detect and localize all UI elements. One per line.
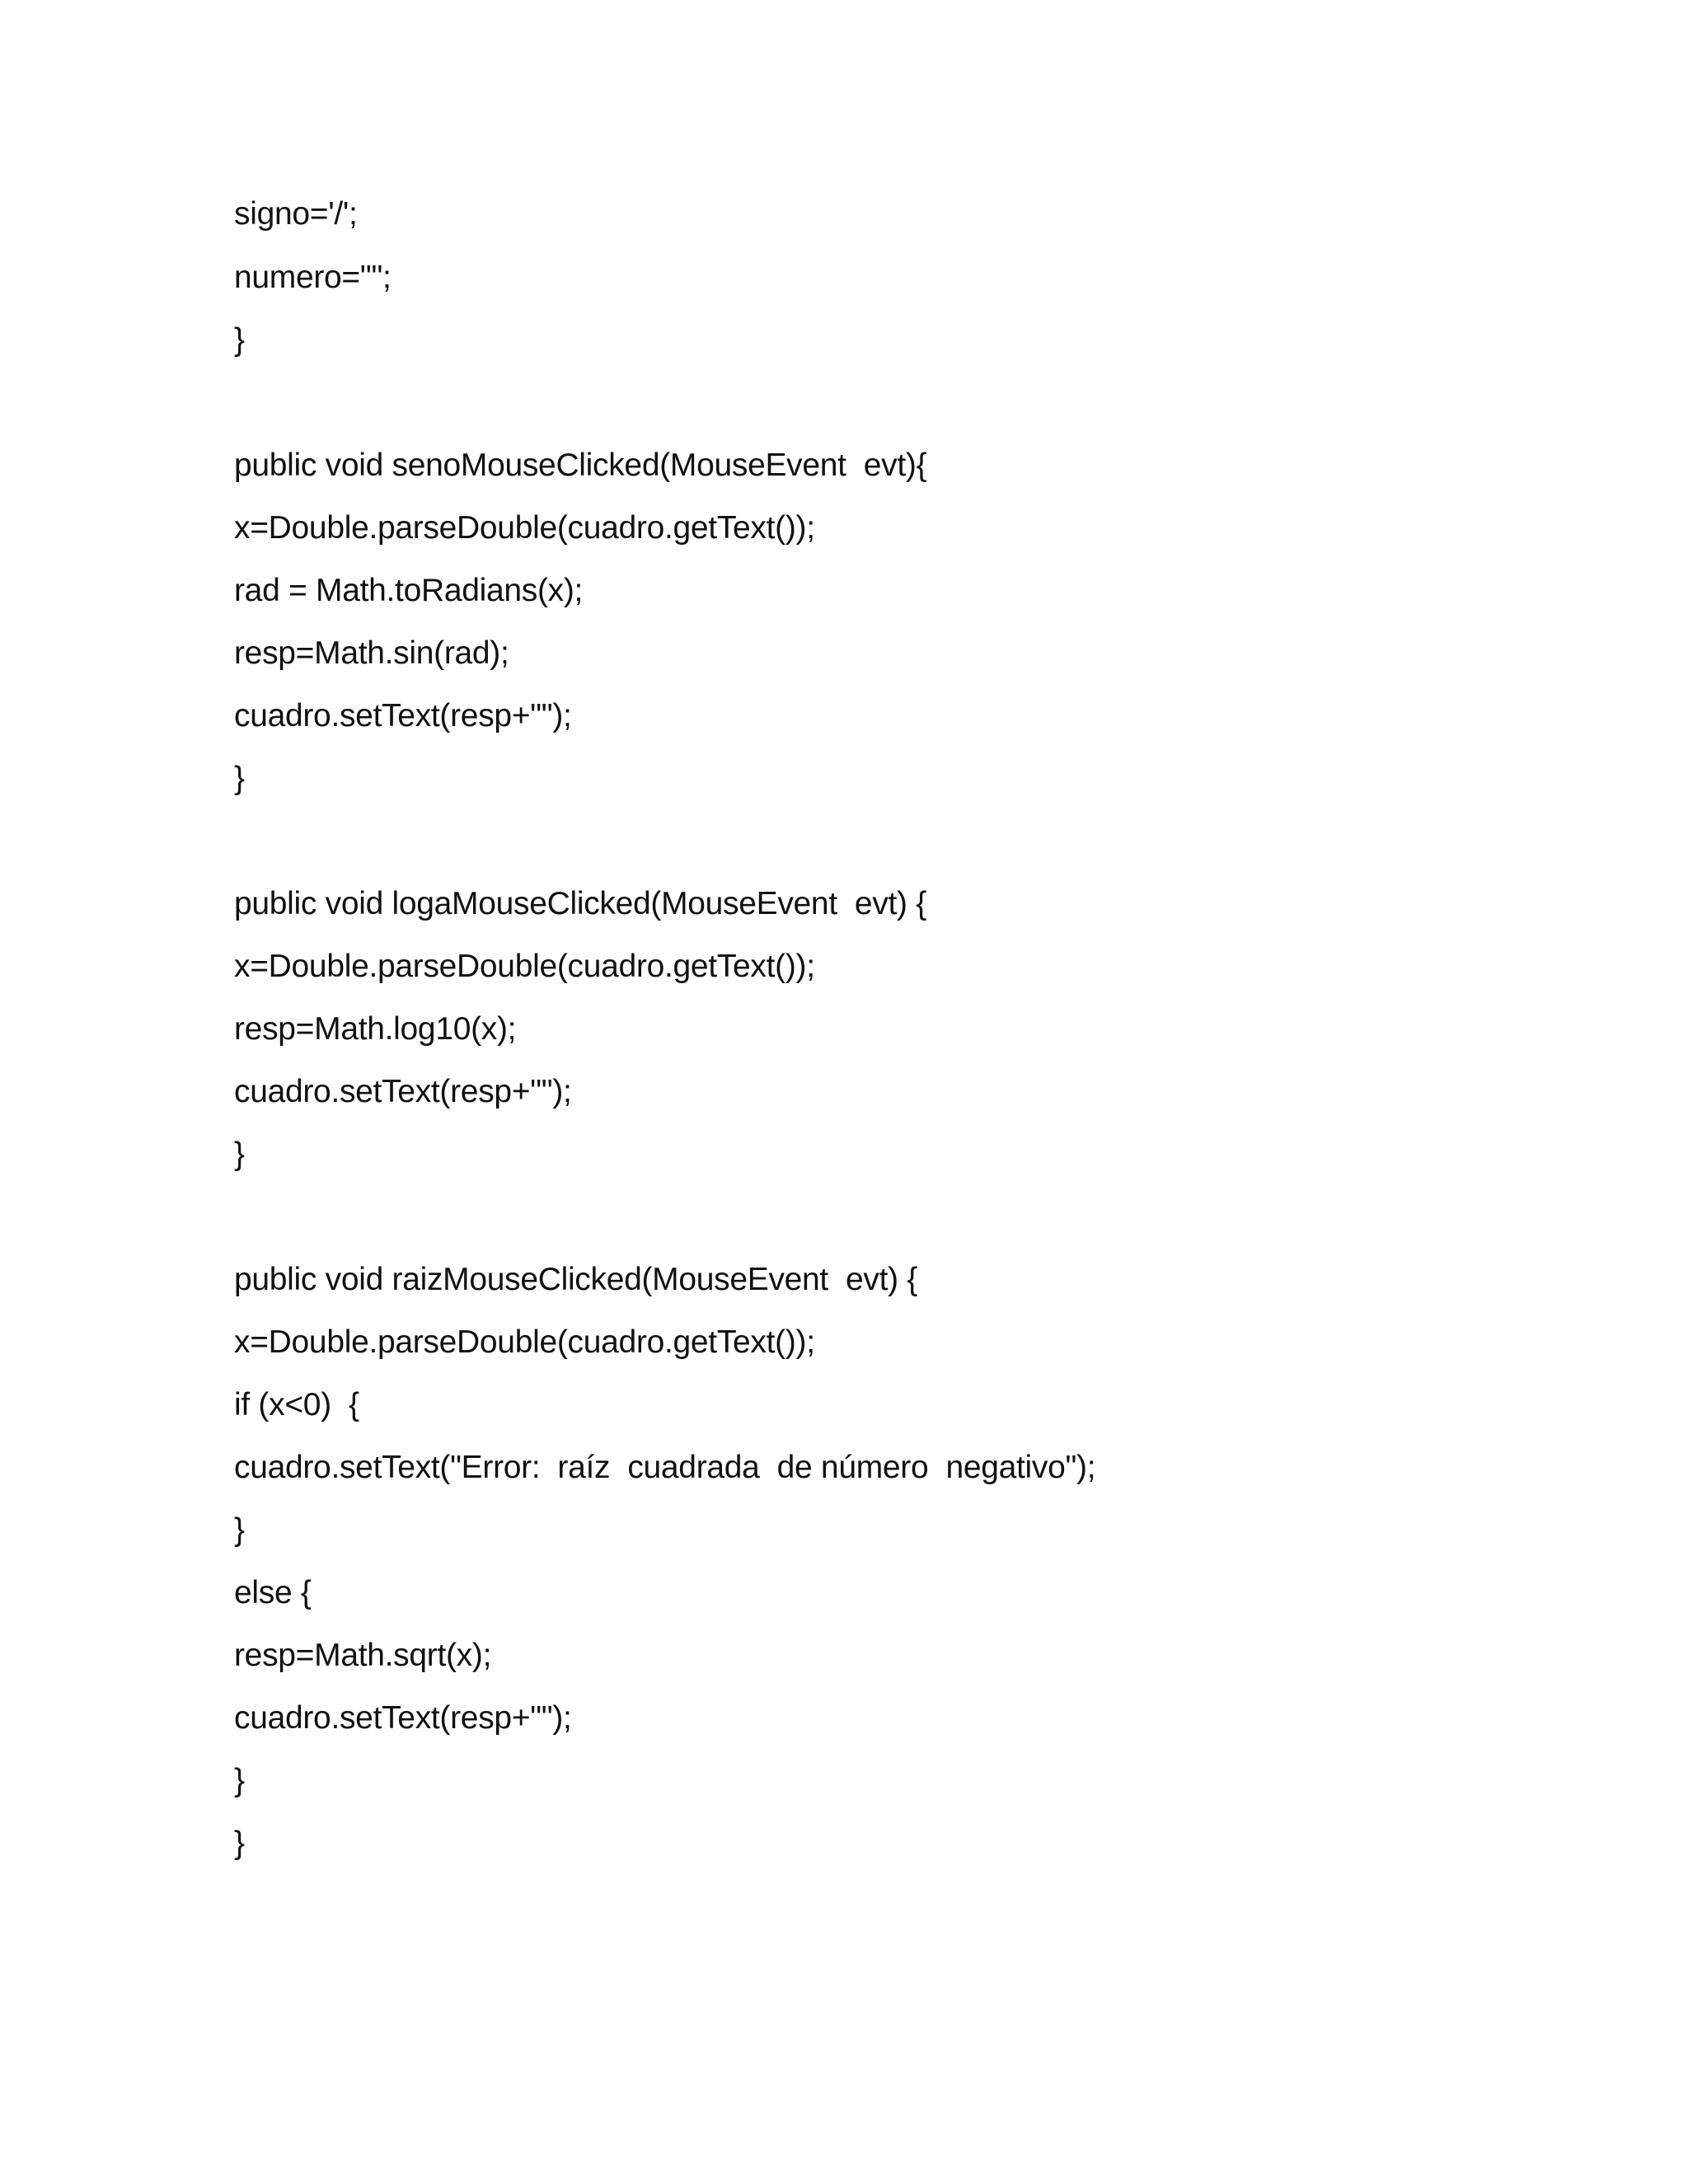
code-line: resp=Math.sin(rad); bbox=[234, 635, 509, 671]
code-line: } bbox=[234, 1763, 245, 1798]
code-line: public void senoMouseClicked(MouseEvent evt){ bbox=[234, 448, 927, 483]
code-line: resp=Math.sqrt(x); bbox=[234, 1638, 492, 1673]
code-line: resp=Math.log10(x); bbox=[234, 1011, 517, 1047]
code-line: } bbox=[234, 1512, 245, 1548]
code-line: if (x<0) { bbox=[234, 1387, 359, 1422]
code-line: public void logaMouseClicked(MouseEvent evt) { bbox=[234, 886, 926, 921]
code-line: } bbox=[234, 761, 245, 796]
code-line: cuadro.setText("Error: raíz cuadrada de número negativo"); bbox=[234, 1450, 1096, 1485]
code-line: cuadro.setText(resp+""); bbox=[234, 698, 572, 733]
code-line: rad = Math.toRadians(x); bbox=[234, 573, 584, 608]
code-line: } bbox=[234, 1137, 245, 1172]
code-line: numero=""; bbox=[234, 260, 392, 295]
code-line: else { bbox=[234, 1575, 312, 1610]
code-line: x=Double.parseDouble(cuadro.getText()); bbox=[234, 510, 815, 546]
code-line: x=Double.parseDouble(cuadro.getText()); bbox=[234, 949, 815, 984]
code-line: } bbox=[234, 322, 245, 358]
code-line: public void raizMouseClicked(MouseEvent evt) { bbox=[234, 1262, 918, 1297]
code-line: cuadro.setText(resp+""); bbox=[234, 1700, 572, 1736]
code-line: x=Double.parseDouble(cuadro.getText()); bbox=[234, 1324, 815, 1360]
code-line: } bbox=[234, 1825, 245, 1861]
code-line: signo='/'; bbox=[234, 196, 358, 232]
code-line: cuadro.setText(resp+""); bbox=[234, 1074, 572, 1109]
